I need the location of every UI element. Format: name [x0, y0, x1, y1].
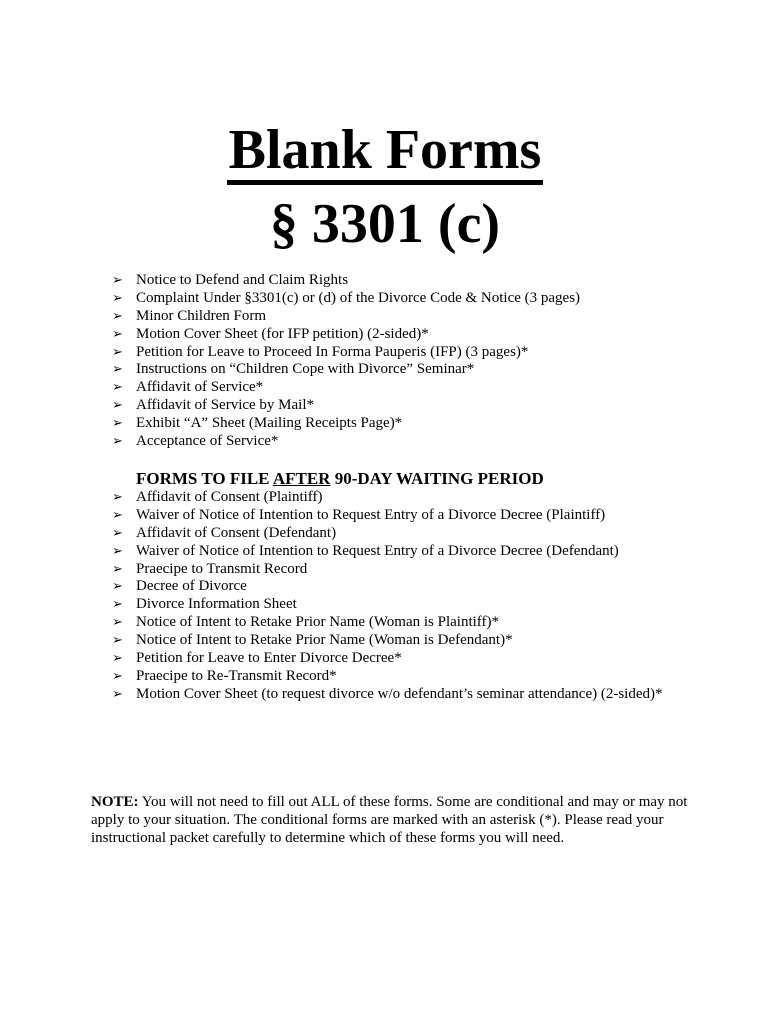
- note-text: You will not need to fill out ALL of these forms. Some are conditional and may or may not apply to your situation. The conditional forms are marked with an asterisk (*). Please read your instructional packet carefully to determine which of these forms you will need.: [91, 794, 688, 846]
- list-item-text: Petition for Leave to Enter Divorce Decree*: [136, 650, 402, 667]
- list-item: [112, 272, 752, 290]
- list-item: [112, 525, 752, 543]
- arrow-bullet-icon: ➢: [112, 597, 123, 613]
- list-item: [112, 361, 752, 379]
- arrow-bullet-icon: ➢: [112, 398, 123, 414]
- list-item-text: Divorce Information Sheet: [136, 596, 297, 613]
- list-item: [112, 326, 752, 344]
- section-heading-prefix: FORMS TO FILE: [136, 469, 273, 488]
- arrow-bullet-icon: ➢: [112, 507, 123, 523]
- list-item: [112, 543, 752, 561]
- arrow-bullet-icon: ➢: [112, 543, 123, 559]
- list-item: [112, 379, 752, 397]
- arrow-bullet-icon: ➢: [112, 633, 123, 649]
- arrow-bullet-icon: ➢: [112, 416, 123, 432]
- list-item: [112, 308, 752, 326]
- list-item: [112, 578, 752, 596]
- arrow-bullet-icon: ➢: [112, 362, 123, 378]
- list-item-text: Motion Cover Sheet (for IFP petition) (2-sided)*: [136, 325, 429, 342]
- list-item: [112, 290, 752, 308]
- list-item: [112, 668, 752, 686]
- list-item-text: Praecipe to Re-Transmit Record*: [136, 667, 337, 684]
- note-paragraph: [91, 793, 691, 847]
- list-item: [112, 433, 752, 451]
- list-item-text: Instructions on “Children Cope with Divorce” Seminar*: [136, 361, 475, 378]
- list-item-text: Affidavit of Consent (Plaintiff): [136, 489, 323, 505]
- arrow-bullet-icon: ➢: [112, 615, 123, 631]
- arrow-bullet-icon: ➢: [112, 290, 123, 306]
- arrow-bullet-icon: ➢: [112, 525, 123, 541]
- list-item: [112, 489, 752, 507]
- arrow-bullet-icon: ➢: [112, 380, 123, 396]
- list-item: [112, 344, 752, 362]
- page-subtitle: § 3301 (c): [269, 193, 501, 255]
- page-title-text: Blank Forms: [227, 122, 544, 185]
- after-waiting-period-forms-list: [112, 489, 752, 704]
- list-item-text: Affidavit of Consent (Defendant): [136, 524, 337, 541]
- list-item: [112, 415, 752, 433]
- list-item: [112, 686, 752, 704]
- list-item-text: Notice to Defend and Claim Rights: [136, 272, 349, 288]
- arrow-bullet-icon: ➢: [112, 579, 123, 595]
- list-item-text: Motion Cover Sheet (to request divorce w/o defendant’s seminar attendance) (2-sided)*: [136, 685, 663, 702]
- arrow-bullet-icon: ➢: [112, 326, 123, 342]
- list-item: [112, 397, 752, 415]
- arrow-bullet-icon: ➢: [112, 651, 123, 667]
- list-item-text: Minor Children Form: [136, 307, 266, 324]
- arrow-bullet-icon: ➢: [112, 308, 123, 324]
- arrow-bullet-icon: ➢: [112, 561, 123, 577]
- list-item: [112, 614, 752, 632]
- list-item-text: Waiver of Notice of Intention to Request Entry of a Divorce Decree (Plaintiff): [136, 506, 606, 523]
- section-heading-after-waiting-period: [136, 469, 544, 489]
- list-item-text: Acceptance of Service*: [136, 433, 279, 450]
- arrow-bullet-icon: ➢: [112, 668, 123, 684]
- arrow-bullet-icon: ➢: [112, 434, 123, 450]
- list-item-text: Affidavit of Service*: [136, 379, 264, 396]
- list-item: [112, 507, 752, 525]
- arrow-bullet-icon: ➢: [112, 273, 123, 288]
- list-item-text: Decree of Divorce: [136, 578, 247, 595]
- section-heading-suffix: 90-DAY WAITING PERIOD: [330, 469, 544, 488]
- blank-forms-list: [112, 272, 752, 451]
- section-heading-underlined: AFTER: [272, 469, 331, 488]
- list-item-text: Exhibit “A” Sheet (Mailing Receipts Page)*: [136, 415, 403, 432]
- arrow-bullet-icon: ➢: [112, 686, 123, 702]
- list-item: [112, 632, 752, 650]
- list-item-text: Affidavit of Service by Mail*: [136, 397, 315, 414]
- arrow-bullet-icon: ➢: [112, 490, 123, 505]
- list-item: [112, 650, 752, 668]
- list-item-text: Praecipe to Transmit Record: [136, 560, 308, 577]
- arrow-bullet-icon: ➢: [112, 344, 123, 360]
- page-title: [0, 118, 770, 185]
- note-label: NOTE:: [91, 794, 139, 810]
- list-item: [112, 561, 752, 579]
- list-item-text: Notice of Intent to Retake Prior Name (Woman is Plaintiff)*: [136, 614, 500, 631]
- list-item-text: Notice of Intent to Retake Prior Name (Woman is Defendant)*: [136, 632, 513, 649]
- list-item-text: Waiver of Notice of Intention to Request Entry of a Divorce Decree (Defendant): [136, 542, 619, 559]
- list-item: [112, 596, 752, 614]
- list-item-text: Complaint Under §3301(c) or (d) of the Divorce Code & Notice (3 pages): [136, 289, 581, 306]
- list-item-text: Petition for Leave to Proceed In Forma Pauperis (IFP) (3 pages)*: [136, 343, 529, 360]
